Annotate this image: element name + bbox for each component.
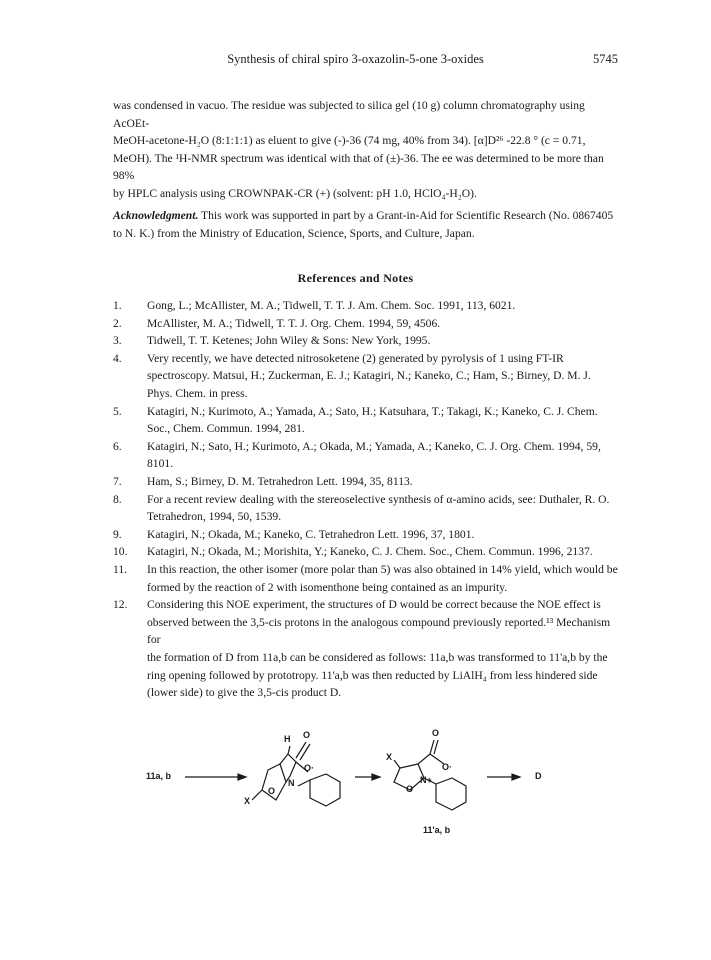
reference-line: McAllister, M. A.; Tidwell, T. T. J. Org. Chem. 1994, 59, 4506. <box>147 316 441 330</box>
reference-item <box>113 543 621 561</box>
experimental-line-3: MeOH). The ¹H-NMR spectrum was identical with that of (±)-36. The ee was determined to be more than 98% <box>113 151 604 183</box>
reference-line: Tetrahedron, 1994, 50, 1539. <box>147 510 282 524</box>
reference-line: ring opening followed by prototropy. 11'a,b was then reducted by LiAlH₄ from less hindered side <box>147 668 598 682</box>
reference-line: In this reaction, the other isomer (more polar than 5) was also obtained in 14% yield, which would be <box>147 563 618 576</box>
atom-n: N <box>288 778 295 788</box>
reference-number: 9. <box>113 527 122 541</box>
atom-h: H <box>284 734 291 744</box>
structure-11ab <box>252 742 340 806</box>
atom-o-radical-2: O· <box>442 762 452 772</box>
reference-line: Katagiri, N.; Okada, M.; Kaneko, C. Tetrahedron Lett. 1996, 37, 1801. <box>147 527 475 541</box>
acknowledgment-paragraph <box>113 207 621 242</box>
reaction-arrow-2-head <box>372 774 380 780</box>
reference-item <box>113 403 621 438</box>
reference-item <box>113 491 621 526</box>
atom-o-carbonyl: O <box>303 730 311 740</box>
atom-x-1: X <box>244 796 251 806</box>
reference-item <box>113 526 621 544</box>
atom-x-2: X <box>386 752 393 762</box>
experimental-line-2: MeOH-acetone-H₂O (8:1:1:1) as eluent to give (-)-36 (74 mg, 40% from 34). [α]D²⁶ -22.8 ° (c = 0.71, <box>113 134 586 148</box>
acknowledgment-label: Acknowledgment. <box>113 209 199 222</box>
reference-item <box>113 315 621 333</box>
reference-line: formed by the reaction of 2 with isomenthone being contained as an impurity. <box>147 580 508 594</box>
reference-item <box>113 297 621 315</box>
experimental-line-4: by HPLC analysis using CROWNPAK-CR (+) (solvent: pH 1.0, HClO₄-H₂O). <box>113 186 477 200</box>
acknowledgment-line-1: This work was supported in part by a Grant-in-Aid for Scientific Research (No. 0867405 <box>198 209 614 222</box>
reference-number: 12. <box>113 598 128 612</box>
reference-line: Phys. Chem. in press. <box>147 386 248 400</box>
reference-line: Very recently, we have detected nitrosoketene (2) generated by pyrolysis of 1 using FT-IR <box>147 351 564 365</box>
reference-line: observed between the 3,5-cis protons in the analogous compound previously reported.¹³ Mechanism for <box>147 615 611 647</box>
scheme-label-end: D <box>535 771 542 781</box>
reference-number: 10. <box>113 545 128 559</box>
scheme-label-start: 11a, b <box>146 771 172 781</box>
reference-line: Katagiri, N.; Okada, M.; Morishita, Y.; Kaneko, C. J. Chem. Soc., Chem. Commun. 1996, 2137. <box>147 545 593 559</box>
reference-item <box>113 473 621 491</box>
acknowledgment-line-2: to N. K.) from the Ministry of Education, Science, Sports, and Culture, Japan. <box>113 226 475 240</box>
reference-line: Gong, L.; McAllister, M. A.; Tidwell, T. T. J. Am. Chem. Soc. 1991, 113, 6021. <box>147 299 516 312</box>
reference-line: Katagiri, N.; Kurimoto, A.; Yamada, A.; Sato, H.; Katsuhara, T.; Takagi, K.; Kaneko, C. J. Chem. <box>147 404 598 418</box>
reference-item <box>113 561 621 596</box>
reference-item <box>113 596 621 702</box>
reference-number: 6. <box>113 439 122 453</box>
references-heading: References and Notes <box>297 271 414 285</box>
page-number: 5745 <box>593 52 618 66</box>
reference-line: 8101. <box>147 457 174 471</box>
reference-line: Soc., Chem. Commun. 1994, 281. <box>147 422 305 436</box>
atom-o-radical-1: O· <box>304 763 314 773</box>
reference-line: Ham, S.; Birney, D. M. Tetrahedron Lett. 1994, 35, 8113. <box>147 475 413 488</box>
reference-number: 4. <box>113 351 122 365</box>
reference-number: 7. <box>113 475 122 488</box>
atom-o-ring-2: O <box>406 784 414 794</box>
reference-number: 3. <box>113 334 122 348</box>
running-header-title: Synthesis of chiral spiro 3-oxazolin-5-one 3-oxides <box>227 52 484 66</box>
scheme-label-intermediate: 11'a, b <box>423 825 451 835</box>
reaction-arrow-3-head <box>512 774 520 780</box>
reference-item <box>113 332 621 350</box>
reference-item <box>113 350 621 403</box>
reaction-arrow-1-head <box>238 774 246 780</box>
atom-o-ring: O <box>268 786 276 796</box>
reference-line: Considering this NOE experiment, the structures of D would be correct because the NOE effect is <box>147 598 601 612</box>
reference-number: 1. <box>113 299 122 312</box>
reaction-scheme <box>0 700 711 860</box>
reference-item <box>113 438 621 473</box>
reference-number: 2. <box>113 316 122 330</box>
atom-nplus: N+ <box>420 775 432 785</box>
reference-number: 8. <box>113 492 122 506</box>
reference-line: Tidwell, T. T. Ketenes; John Wiley & Sons: New York, 1995. <box>147 334 431 348</box>
experimental-paragraph <box>113 97 621 203</box>
reference-line: (lower side) to give the 3,5-cis product D. <box>147 686 342 700</box>
reference-line: Katagiri, N.; Sato, H.; Kurimoto, A.; Okada, M.; Yamada, A.; Kaneko, C. J. Org. Chem. 1994, 59, <box>147 439 601 453</box>
reference-number: 5. <box>113 404 122 418</box>
reference-line: the formation of D from 11a,b can be considered as follows: 11a,b was transformed to 11'a,b by the <box>147 650 608 664</box>
reference-line: spectroscopy. Matsui, H.; Zuckerman, E. J.; Katagiri, N.; Kaneko, C.; Ham, S.; Birney, D. M. J. <box>147 369 591 383</box>
reference-line: For a recent review dealing with the stereoselective synthesis of α-amino acids, see: Duthaler, R. O. <box>147 492 610 506</box>
atom-o-carbonyl-2: O <box>432 728 440 738</box>
reference-number: 11. <box>113 563 128 576</box>
experimental-line-1: was condensed in vacuo. The residue was subjected to silica gel (10 g) column chromatography using AcOEt- <box>113 99 585 130</box>
